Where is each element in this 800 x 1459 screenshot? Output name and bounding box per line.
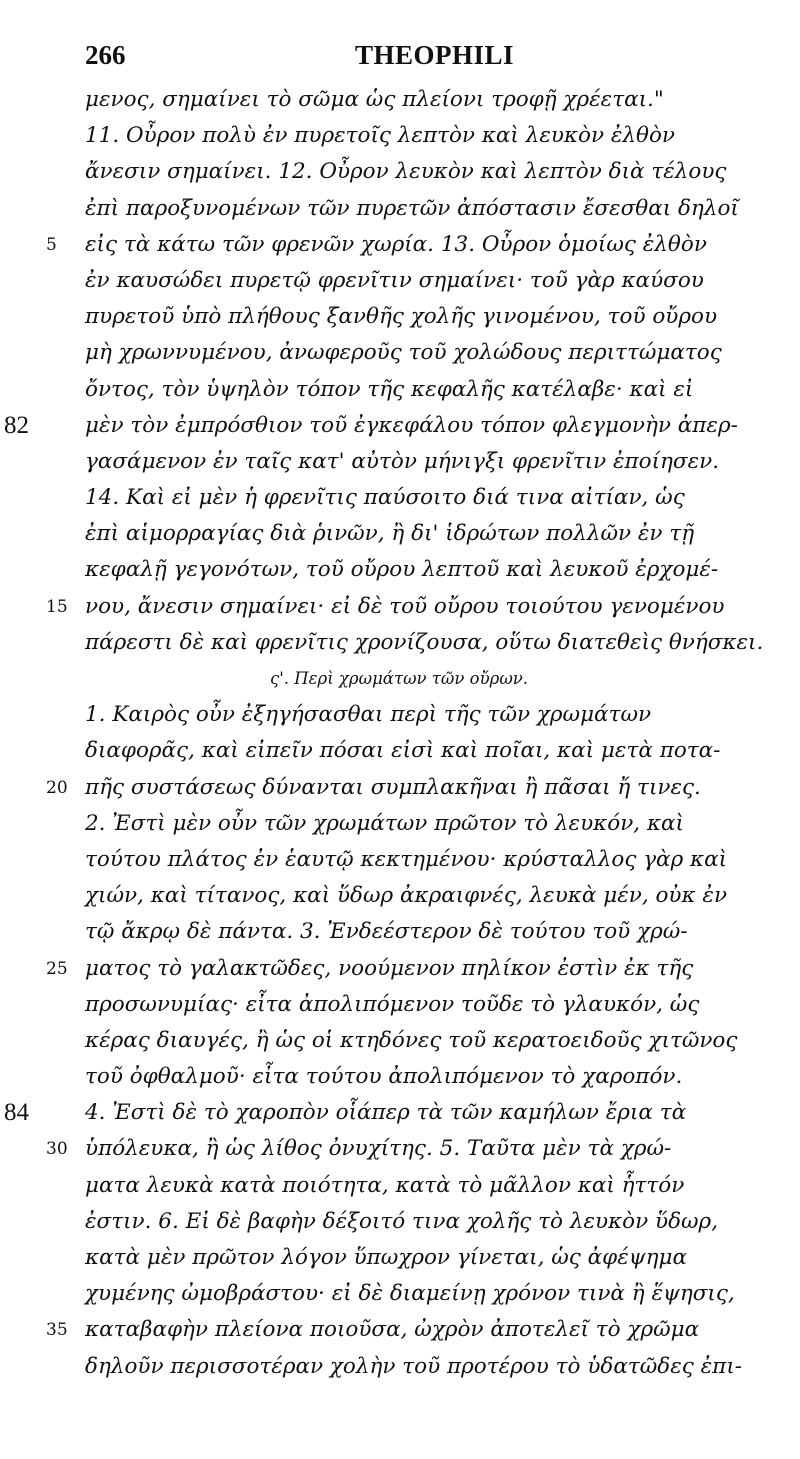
text-line — [0, 1312, 800, 1348]
line-text: ἐστιν. 6. Εἰ δὲ βαφὴν δέξοιτό τινα χολῆς τὸ λευκὸν ὕδωρ, — [85, 1208, 719, 1234]
text-line — [0, 951, 800, 987]
line-text: χιών, καὶ τίτανος, καὶ ὕδωρ ἀκραιφνές, λευκὰ μέν, οὐκ ἐν — [85, 883, 728, 909]
page-number: 266 — [85, 40, 126, 70]
text-line — [0, 914, 800, 950]
text-line — [0, 1131, 800, 1167]
line-text: ἄνεσιν σημαίνει. 12. Οὖρον λευκὸν καὶ λεπτὸν διὰ τέλους — [85, 159, 727, 185]
line-text: κεφαλῇ γεγονότων, τοῦ οὔρου λεπτοῦ καὶ λευκοῦ ἐρχομέ- — [85, 557, 719, 583]
text-line — [0, 770, 800, 806]
line-text: πυρετοῦ ὑπὸ πλήθους ξανθῆς χολῆς γινομένου, τοῦ οὔρου — [85, 304, 718, 330]
line-text: ματος τὸ γαλακτῶδες, νοούμενον πηλίκον ἐστὶν ἐκ τῆς — [85, 955, 694, 981]
line-text: ὄντος, τὸν ὑψηλὸν τόπον τῆς κεφαλῆς κατέλαβε· καὶ εἰ — [85, 376, 694, 402]
text-line — [0, 335, 800, 371]
text-line — [0, 878, 800, 914]
line-number: 35 — [46, 1320, 68, 1341]
line-text: χυμένης ὠμοβράστου· εἰ δὲ διαμείνῃ χρόνον τινὰ ἢ ἕψησις, — [85, 1281, 735, 1307]
line-text: ἐν καυσώδει πυρετῷ φρενῖτιν σημαίνει· τοῦ γὰρ καύσου — [85, 267, 704, 293]
line-text: τούτου πλάτος ἐν ἑαυτῷ κεκτημένου· κρύσταλλος γὰρ καὶ — [85, 846, 728, 872]
section-heading — [0, 661, 800, 697]
text-line — [0, 299, 800, 335]
text-line — [0, 1168, 800, 1204]
text-line — [0, 1204, 800, 1240]
line-number: 20 — [46, 777, 68, 798]
line-text: 11. Οὖρον πολὺ ἐν πυρετοῖς λεπτὸν καὶ λευκὸν ἐλθὸν — [85, 123, 676, 149]
text-line — [0, 516, 800, 552]
line-text: πάρεστι δὲ καὶ φρενῖτις χρονίζουσα, οὕτω διατεθεὶς θνήσκει. — [85, 629, 764, 655]
text-line — [0, 480, 800, 516]
margin-reference-number: 84 — [4, 1099, 29, 1127]
line-text: νου, ἄνεσιν σημαίνει· εἰ δὲ τοῦ οὔρου τοιούτου γενομένου — [85, 593, 725, 619]
line-text: μὲν τὸν ἐμπρόσθιον τοῦ ἐγκεφάλου τόπον φλεγμονὴν ἀπερ- — [85, 412, 738, 438]
line-text: 1. Καιρὸς οὖν ἐξηγήσασθαι περὶ τῆς τῶν χρωμάτων — [85, 702, 652, 728]
line-text: 4. Ἐστὶ δὲ τὸ χαροπὸν οἷάπερ τὰ τῶν καμήλων ἔρια τὰ — [85, 1100, 687, 1126]
text-line — [0, 118, 800, 154]
line-text: γασάμενον ἐν ταῖς κατ' αὐτὸν μήνιγξι φρενῖτιν ἐποίησεν. — [85, 448, 720, 474]
text-line — [0, 589, 800, 625]
line-number: 5 — [46, 234, 57, 255]
line-text: κατὰ μὲν πρῶτον λόγον ὕπωχρον γίνεται, ὡς ἀφέψημα — [85, 1245, 687, 1270]
line-text: εἰς τὰ κάτω τῶν φρενῶν χωρία. 13. Οὖρον ὁμοίως ἐλθὸν — [85, 231, 707, 257]
line-text: μὴ χρωννυμένου, ἀνωφεροῦς τοῦ χολώδους περιττώματος — [85, 340, 722, 366]
line-text: διαφορᾶς, καὶ εἰπεῖν πόσαι εἰσὶ καὶ ποῖαι, καὶ μετὰ ποτα- — [85, 738, 721, 764]
text-line — [0, 1023, 800, 1059]
line-text: πῆς συστάσεως δύνανται συμπλακῆναι ἢ πᾶσαι ἤ τινες. — [85, 774, 701, 800]
text-line — [0, 1059, 800, 1095]
text-line — [0, 1095, 800, 1131]
text-line — [0, 552, 800, 588]
text-body — [0, 82, 800, 1385]
text-line — [0, 1349, 800, 1385]
text-line — [0, 1240, 800, 1276]
line-number: 15 — [46, 596, 68, 617]
text-line — [0, 191, 800, 227]
text-line — [0, 227, 800, 263]
text-line — [0, 625, 800, 661]
line-text: προσωνυμίας· εἶτα ἀπολιπόμενον τοῦδε τὸ γλαυκόν, ὡς — [85, 991, 700, 1017]
page-header — [85, 40, 785, 80]
text-line — [0, 154, 800, 190]
text-line — [0, 1276, 800, 1312]
text-line — [0, 372, 800, 408]
text-line — [0, 733, 800, 769]
line-text: 14. Καὶ εἰ μὲν ἡ φρενῖτις παύσοιτο διά τινα αἰτίαν, ὡς — [85, 485, 685, 511]
line-text: ὑπόλευκα, ἢ ὡς λίθος ὀνυχίτης. 5. Ταῦτα μὲν τὰ χρώ- — [85, 1136, 672, 1162]
text-line — [0, 806, 800, 842]
running-title: THEOPHILI — [355, 40, 515, 70]
text-line — [0, 82, 800, 118]
line-text: 2. Ἐστὶ μὲν οὖν τῶν χρωμάτων πρῶτον τὸ λευκόν, καὶ — [85, 810, 684, 836]
line-text: τῷ ἄκρῳ δὲ πάντα. 3. Ἐνδεέστερον δὲ τούτου τοῦ χρώ- — [85, 919, 688, 945]
line-text: μενος, σημαίνει τὸ σῶμα ὡς πλείονι τροφῇ χρέεται." — [85, 87, 664, 112]
text-line — [0, 263, 800, 299]
text-line — [0, 408, 800, 444]
text-line — [0, 697, 800, 733]
margin-reference-number: 82 — [4, 411, 29, 439]
text-line — [0, 987, 800, 1023]
line-number: 25 — [46, 958, 68, 979]
text-line — [0, 842, 800, 878]
line-text: κέρας διαυγές, ἢ ὡς οἱ κτηδόνες τοῦ κερατοειδοῦς χιτῶνος — [85, 1027, 738, 1053]
line-text: καταβαφὴν πλείονα ποιοῦσα, ὠχρὸν ἀποτελεῖ τὸ χρῶμα — [85, 1317, 700, 1343]
line-text: τοῦ ὀφθαλμοῦ· εἶτα τούτου ἀπολιπόμενον τὸ χαροπόν. — [85, 1064, 683, 1090]
line-text: δηλοῦν περισσοτέραν χολὴν τοῦ προτέρου τὸ ὑδατῶδες ἐπι- — [85, 1353, 743, 1379]
text-line — [0, 444, 800, 480]
line-text: ἐπὶ παροξυνομένων τῶν πυρετῶν ἀπόστασιν ἔσεσθαι δηλοῖ — [85, 195, 739, 221]
line-text: ς'. Περὶ χρωμάτων τῶν οὔρων. — [270, 669, 529, 688]
line-text: ἐπὶ αἱμορραγίας διὰ ῥινῶν, ἢ δι' ἱδρώτων πολλῶν ἐν τῇ — [85, 521, 695, 547]
line-text: ματα λευκὰ κατὰ ποιότητα, κατὰ τὸ μᾶλλον καὶ ἧττόν — [85, 1172, 685, 1198]
line-number: 30 — [46, 1139, 68, 1160]
